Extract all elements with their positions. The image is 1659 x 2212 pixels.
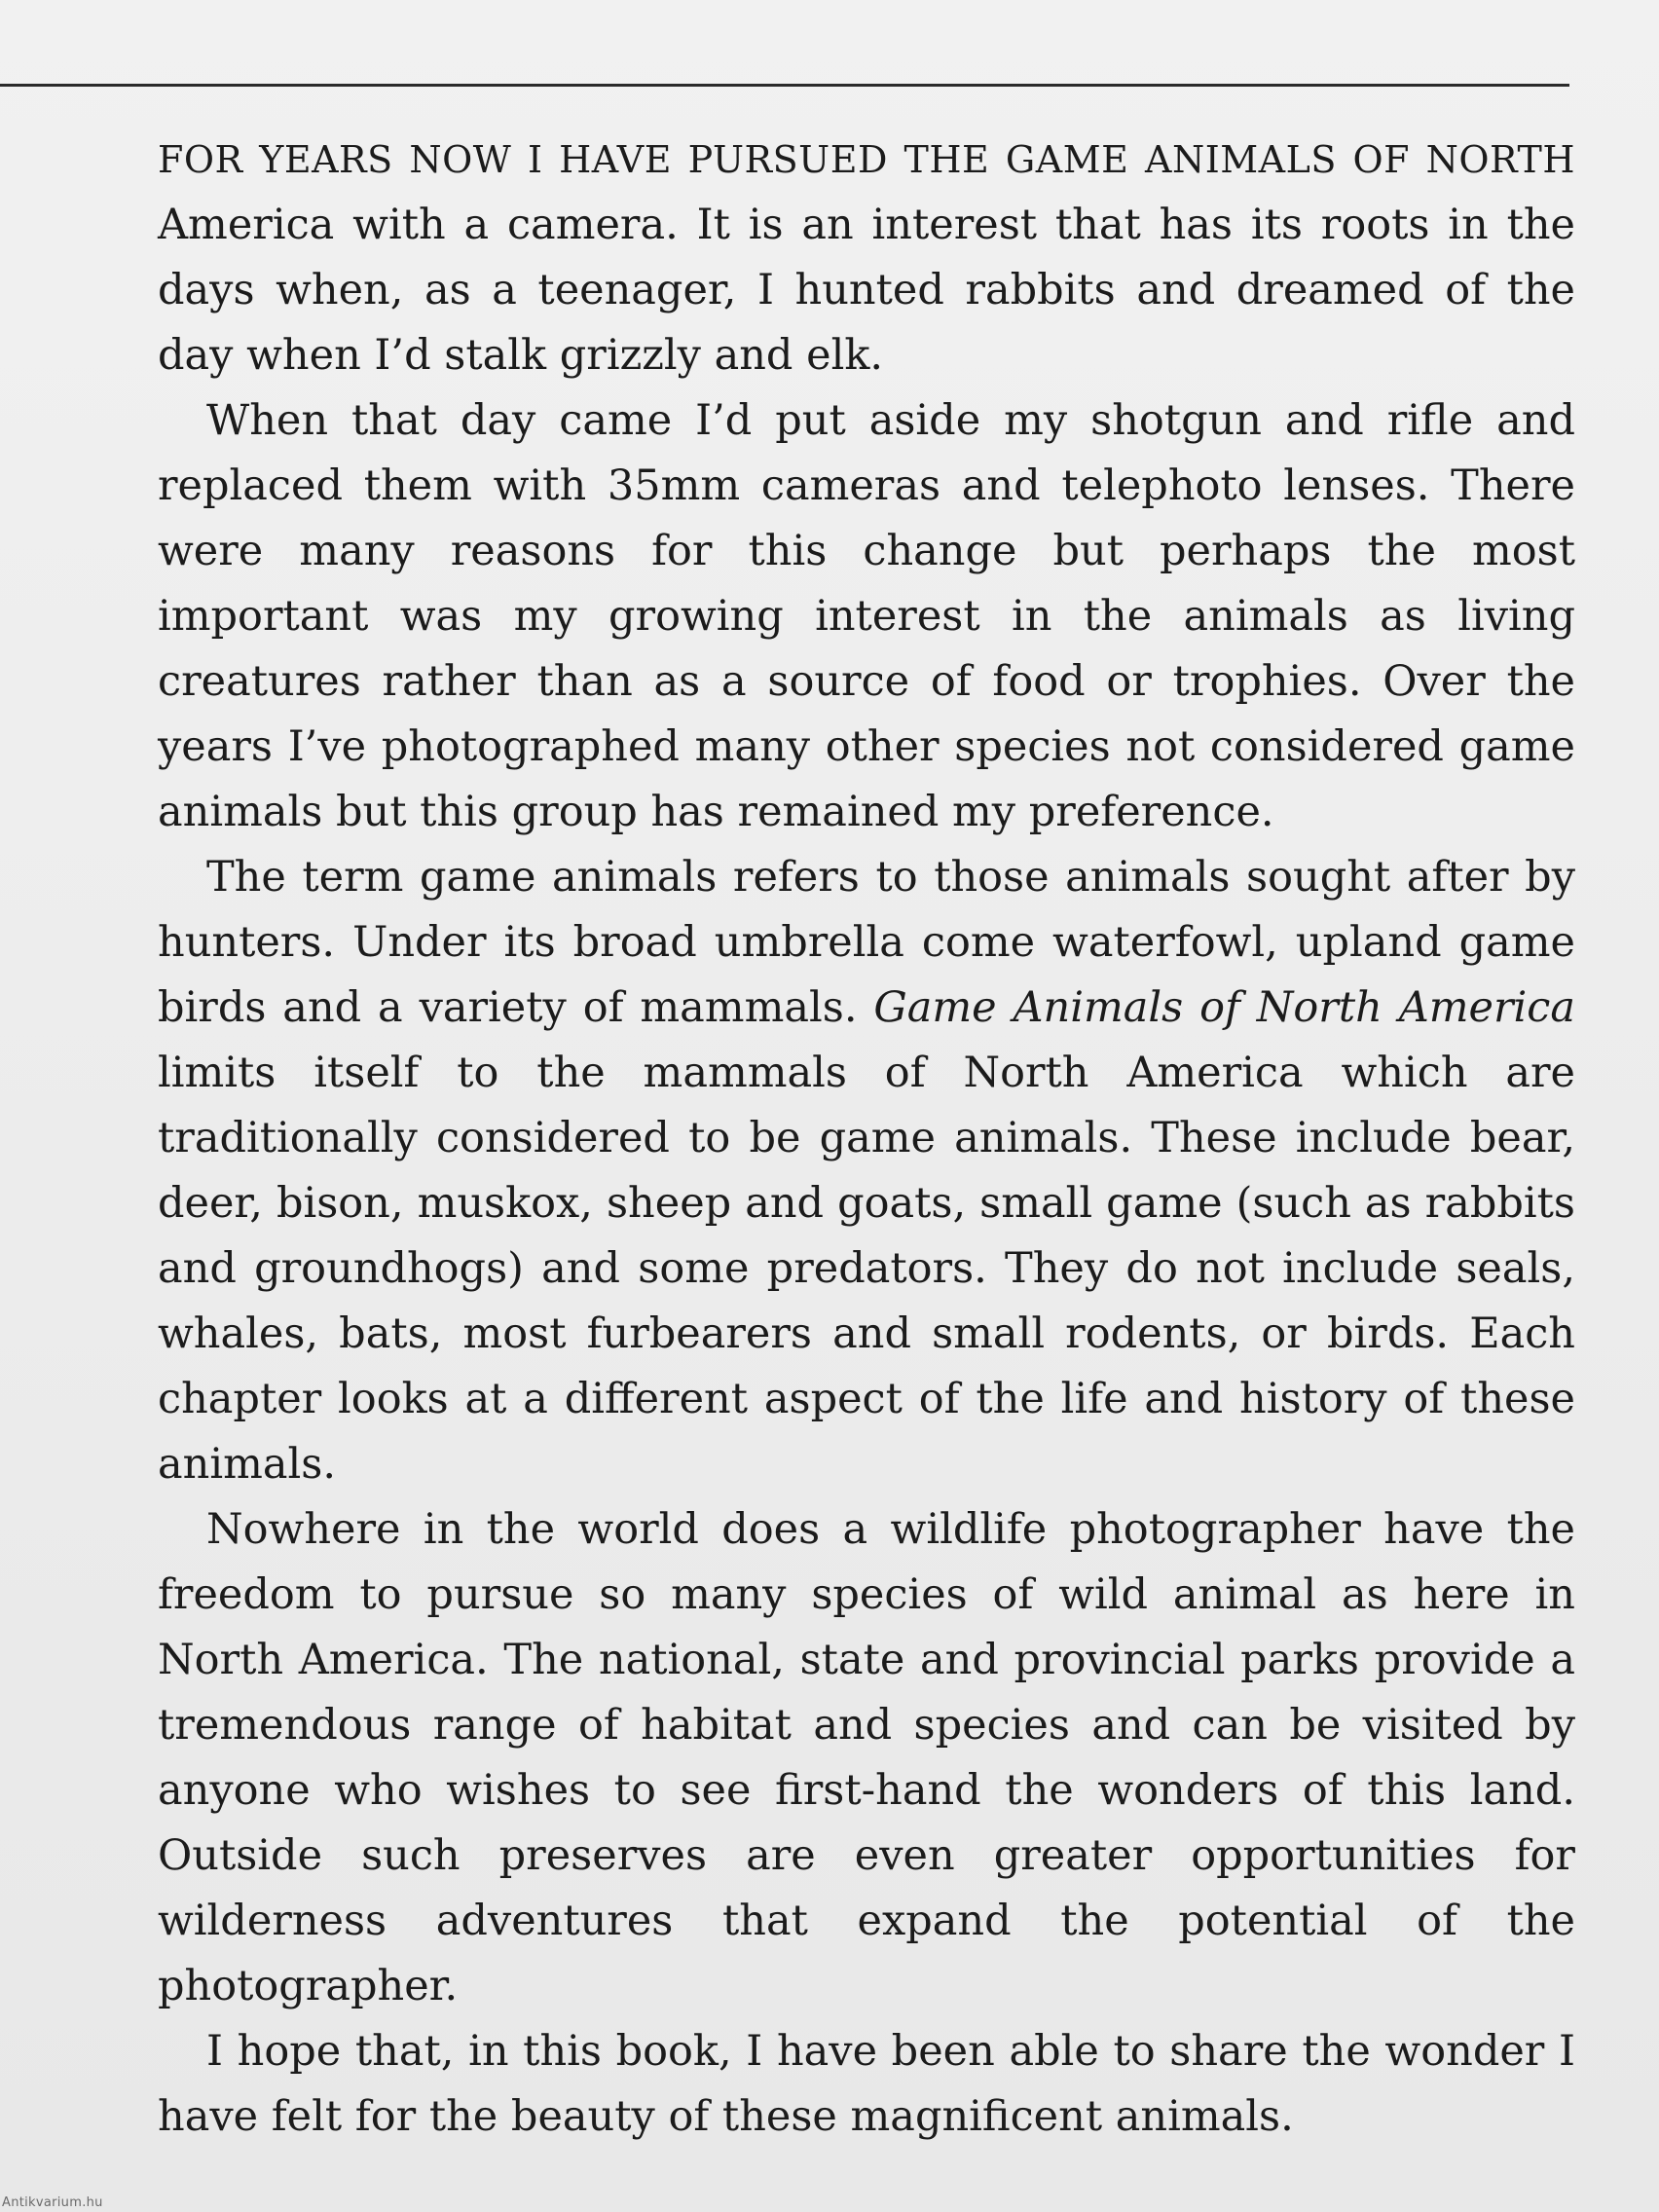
- paragraph-2: When that day came I’d put aside my shotgun and rifle and replaced them with 35mm cameras and telephoto lenses. There were many reasons for this change but perhaps the most important was my growing interest in the animals as living creatures rather than as a source of food or trophies. Over the years I’ve photographed many other species not considered game animals but this group has remained my preference.: [158, 396, 1575, 836]
- paragraph-3-text-end: limits itself to the mammals of North America which are traditionally considered to be game animals. These include bear, deer, bison, muskox, sheep and goats, small game (such as rabbits and groundhogs) and some predators. They do not include seals, whales, bats, most furbearers and small rodents, or birds. Each chapter looks at a different aspect of the life and history of these animals.: [158, 1049, 1575, 1489]
- paragraph-5: I hope that, in this book, I have been able to share the wonder I have felt for the beauty of these magnificent animals.: [158, 2027, 1575, 2141]
- opening-small-caps: FOR YEARS NOW I HAVE PURSUED THE GAME ANIMALS OF NORTH: [158, 138, 1575, 181]
- paragraph-4: Nowhere in the world does a wildlife photographer have the freedom to pursue so many species of wild animal as here in North America. The national, state and provincial parks provide a tremendous range of habitat and species and can be visited by anyone who wishes to see first-hand the wonders of this land. Outside such preserves are even greater opportunities for wilderness adventures that expand the potential of the photographer.: [158, 1505, 1575, 2010]
- paragraph-3-text-start: The term game animals refers to those animals sought after by hunters. Under its broad umbrella come waterfowl, upland game birds and a variety of mammals.: [158, 853, 1575, 1032]
- paragraph-1: [158, 127, 1575, 388]
- watermark-text: Antikvarium.hu: [2, 2195, 103, 2210]
- paragraph-3: [158, 845, 1575, 1497]
- preface-text: [158, 127, 1575, 2150]
- top-rule-divider: [0, 84, 1569, 87]
- book-title: Game Animals of North America: [873, 983, 1575, 1032]
- paragraph-1-text: America with a camera. It is an interest that has its roots in the days when, as a teenager, I hunted rabbits and dreamed of the day when I’d stalk grizzly and elk.: [158, 201, 1575, 380]
